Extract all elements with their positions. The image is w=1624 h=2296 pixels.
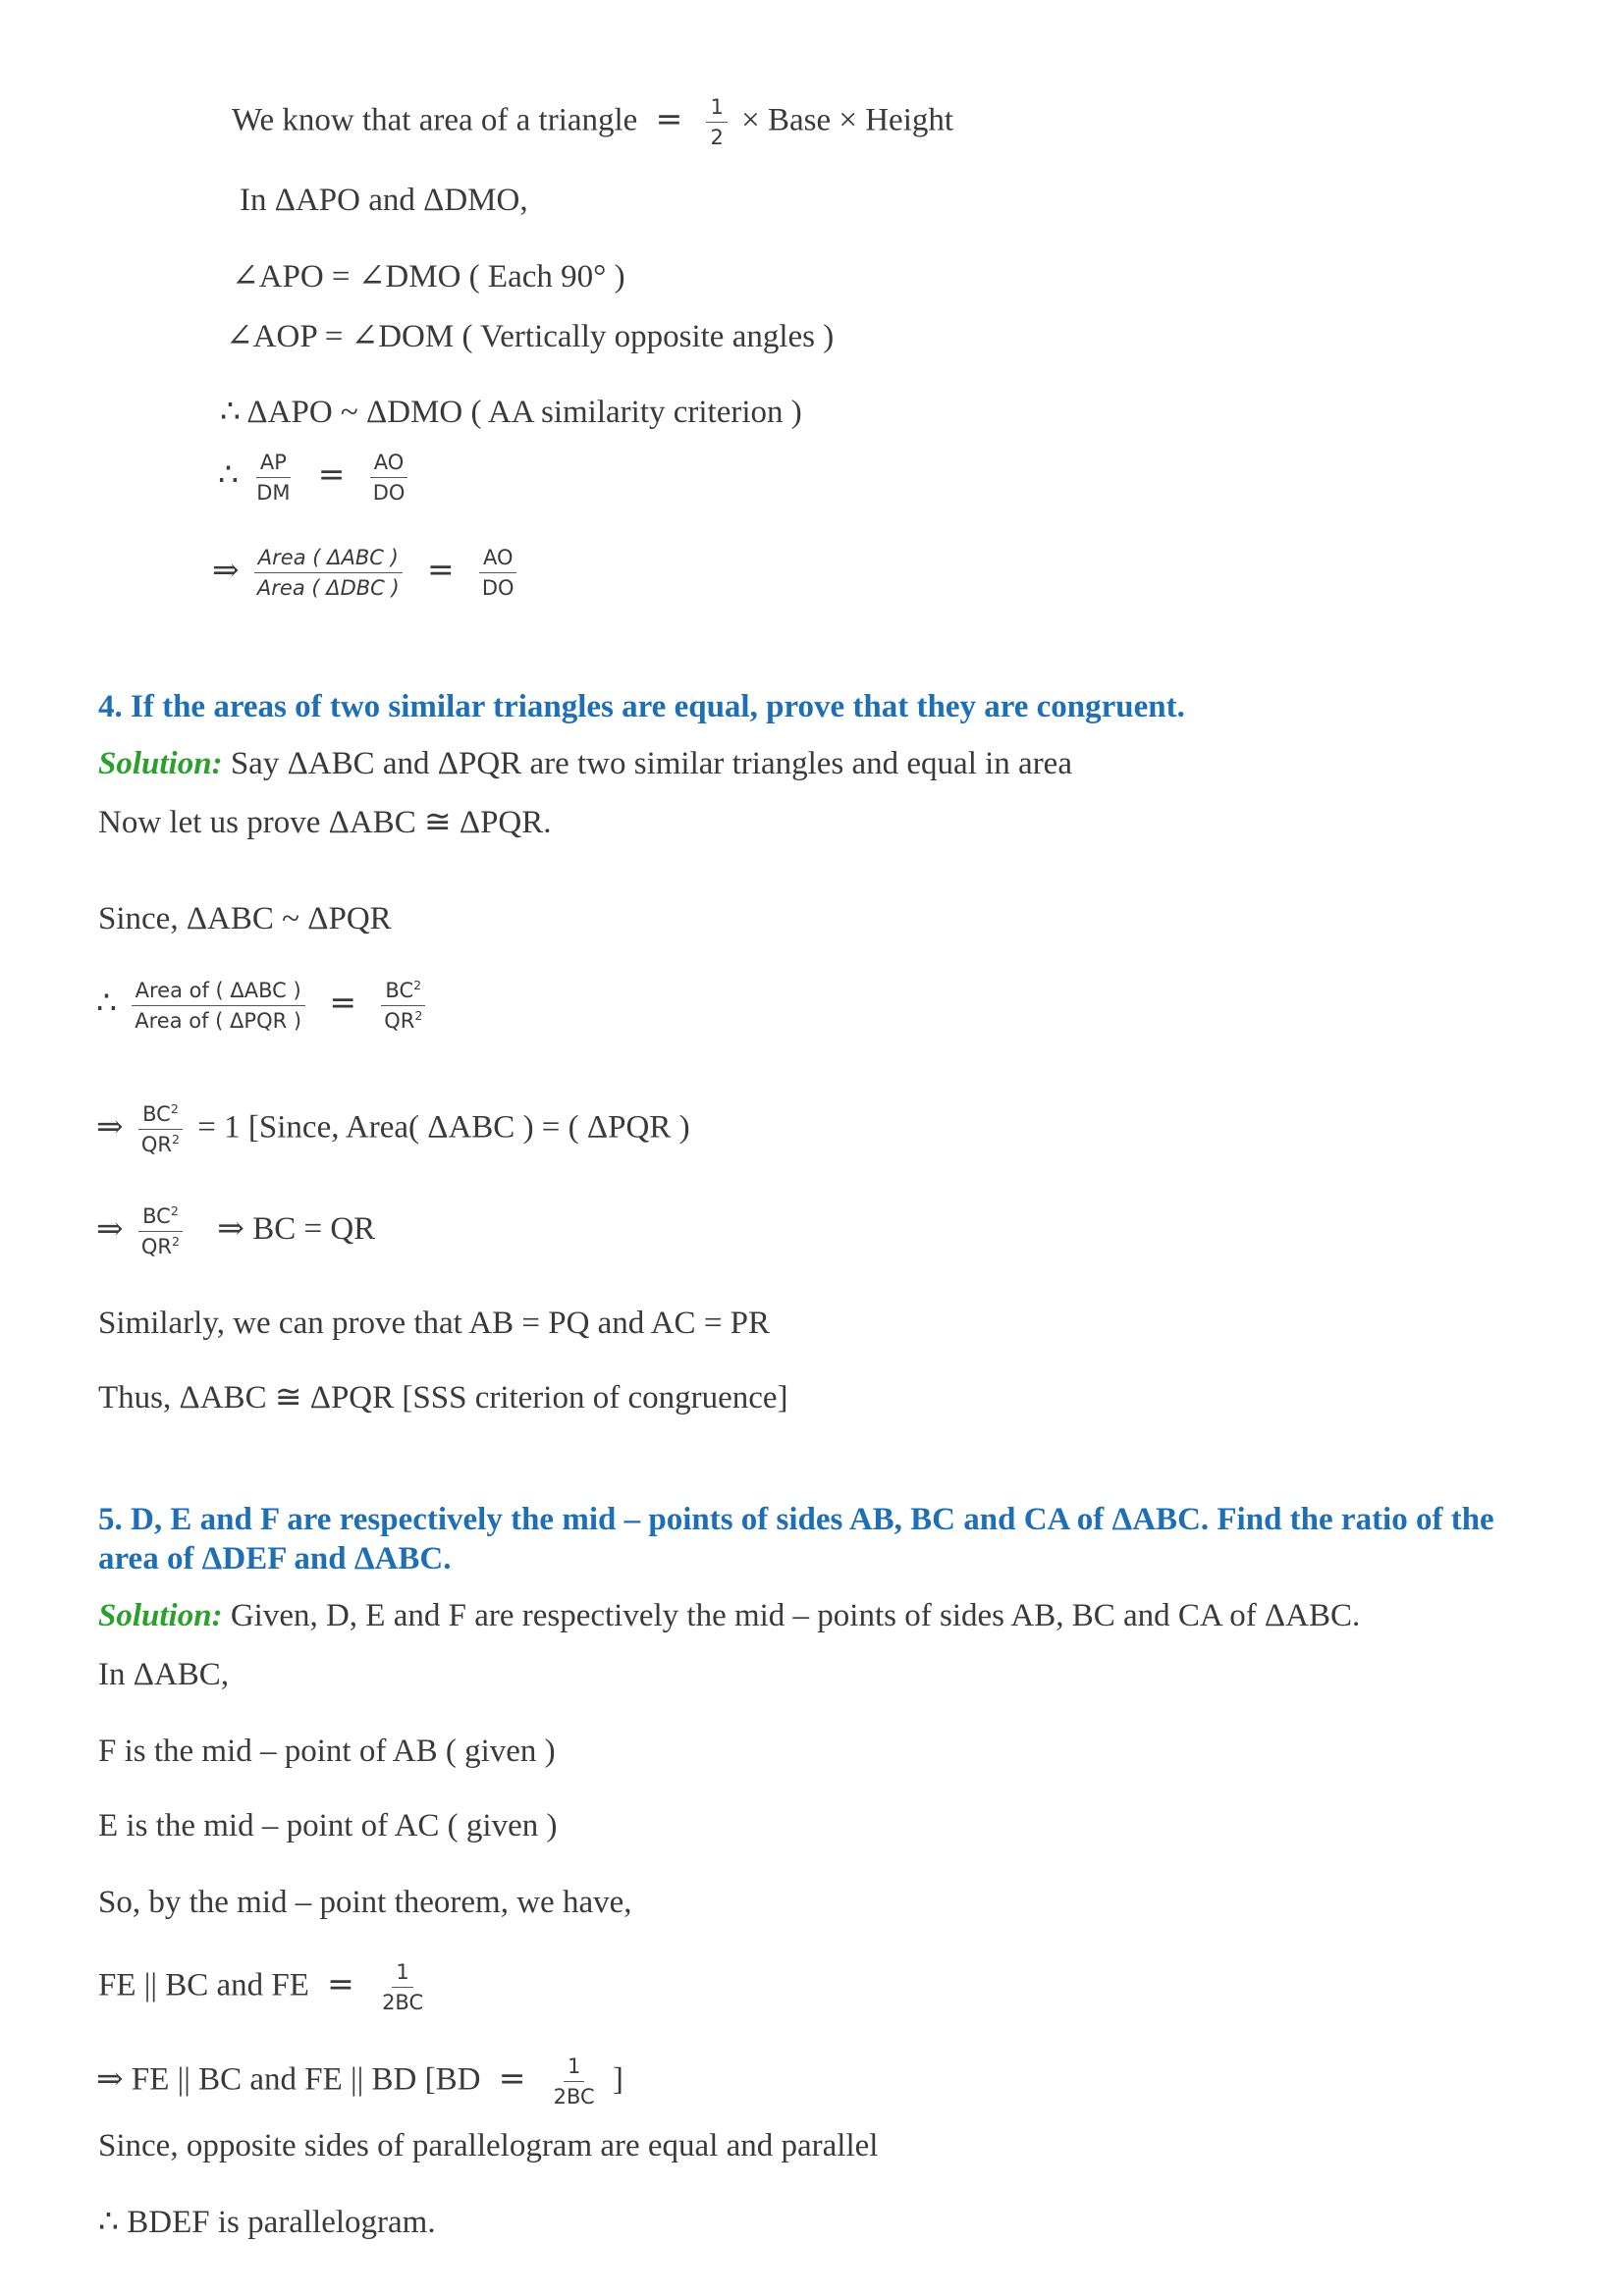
area-formula-text: We know that area of a triangle [232,102,638,138]
q4-step-6: Similarly, we can prove that AB = PQ and AC = PR [98,1306,771,1341]
area-formula-line: We know that area of a triangle = $\frac{1}{2}$ × Base × Height [232,95,954,150]
fraction-1-2bc: $\frac{1}{2BC}$ [382,1960,424,2015]
triangles-intro: In ΔAPO and ΔDMO, [240,183,528,218]
q5-step-8: ∴ BDEF is parallelogram. [98,2205,436,2240]
fraction-ao-do: $\frac{AO}{DO}$ [369,450,409,507]
angle-equality-1: ∠APO = ∠DMO ( Each 90° ) [232,259,625,294]
fraction-bc2-qr2-b: $\frac{BC^2}{QR^2}$ [137,1101,184,1158]
angle-equality-2: ∠AOP = ∠DOM ( Vertically opposite angles ) [226,319,835,354]
fraction-area-abc-pqr: $\frac{\text{Area of ( ΔABC )}}{\text{Area of ( ΔPQR )}}$ [131,978,305,1035]
q5-step-7: Since, opposite sides of parallelogram are equal and parallel [98,2128,879,2163]
q4-conclusion: Thus, ΔABC ≅ ΔPQR [SSS criterion of congruence] [98,1380,788,1415]
q5-step-3: E is the mid – point of AC ( given ) [98,1808,558,1843]
question-4: 4. If the areas of two similar triangles are equal, prove that they are congruent. [98,689,1185,724]
q4-bc-equals-qr: ⇒ $\frac{BC^2}{QR^2}$ ⇒ BC = QR [96,1203,376,1259]
q4-equals-one: ⇒ $\frac{BC^2}{QR^2}$ = 1 [Since, Area( ΔABC ) = ( ΔPQR ) [96,1101,690,1157]
fraction-ao-do-2: $\frac{AO}{DO}$ [478,545,518,602]
area-ratio-line: ⇒ $\frac{\text{Area ( ΔABC )}}{\text{Area ( ΔDBC )}}$ = $\frac{AO}{DO}$ [212,545,524,602]
fraction-ap-dm: $\frac{AP}{DM}$ [256,451,291,506]
half-fraction: $\frac{1}{2}$ [706,94,727,151]
fraction-1-2bc-b: $\frac{1}{2BC}$ [553,2055,595,2109]
q4-step-1: Now let us prove ΔABC ≅ ΔPQR. [98,805,552,840]
solution-label-5: Solution: [98,1598,223,1633]
fraction-bc2-qr2: $\frac{BC^2}{QR^2}$ [380,978,426,1035]
q4-step-2: Since, ΔABC ~ ΔPQR [98,901,392,936]
q5-step-6: ⇒ FE || BC and FE || BD [BD = $\frac{1}{2BC}$ ] [96,2055,623,2109]
similarity-statement: ∴ ΔAPO ~ ΔDMO ( AA similarity criterion ) [220,395,802,430]
solution-label: Solution: [98,746,223,781]
fraction-area-abc-dbc: $\frac{\text{Area ( ΔABC )}}{\text{Area ( ΔDBC )}}$ [253,545,404,602]
q5-step-2: F is the mid – point of AB ( given ) [98,1734,556,1769]
area-formula-tail: × Base × Height [741,102,954,138]
q4-area-ratio: ∴ $\frac{\text{Area of ( ΔABC )}}{\text{Area of ( ΔPQR )}}$ = $\frac{BC^2}{QR^2}$ [96,978,432,1035]
q4-solution-line: Solution: Say ΔABC and ΔPQR are two similar triangles and equal in area [98,746,1072,781]
ratio-ap-dm: ∴ $\frac{AP}{DM}$ = $\frac{AO}{DO}$ [218,450,414,507]
q5-step-4: So, by the mid – point theorem, we have, [98,1885,632,1920]
question-5-line-2: area of ΔDEF and ΔABC. [98,1541,452,1576]
question-5-line-1: 5. D, E and F are respectively the mid – points of sides AB, BC and CA of ΔABC. Find the ratio of the [98,1502,1494,1537]
q5-step-5: FE || BC and FE = $\frac{1}{2BC}$ [98,1959,433,2016]
q5-solution-line: Solution: Given, D, E and F are respectively the mid – points of sides AB, BC and CA of ΔABC. [98,1598,1361,1633]
q5-step-1: In ΔABC, [98,1657,230,1692]
fraction-bc2-qr2-c: $\frac{BC^2}{QR^2}$ [137,1203,184,1260]
